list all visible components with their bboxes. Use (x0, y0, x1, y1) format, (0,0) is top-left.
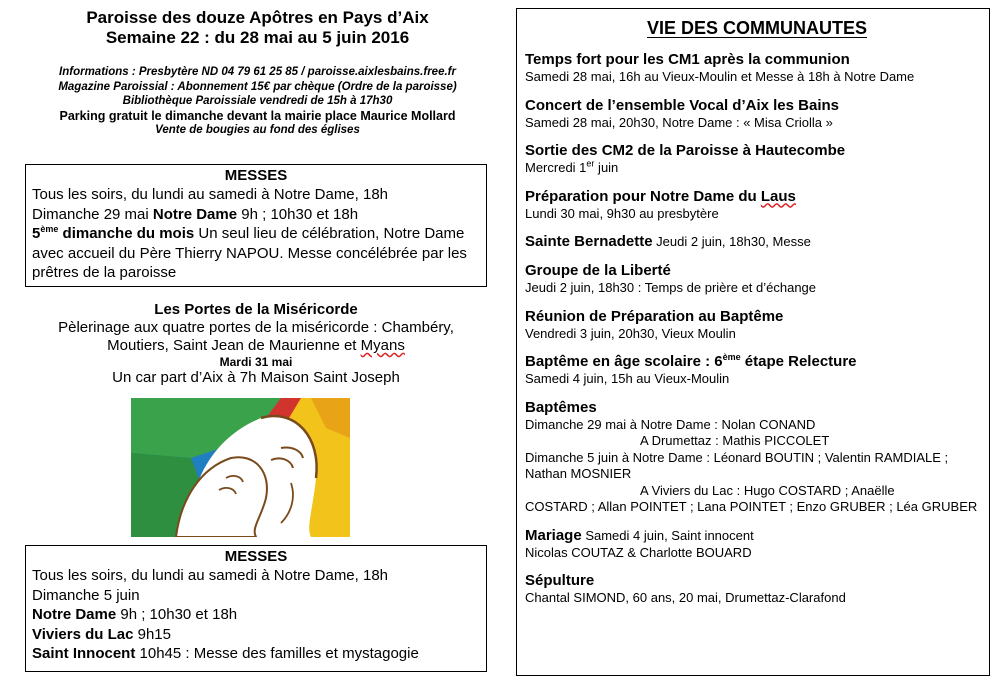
messes2-line2: Dimanche 5 juin (32, 586, 140, 604)
messes2-line1: Tous les soirs, du lundi au samedi à Notre Dame, 18h (32, 567, 389, 584)
event-text: Samedi 4 juin, 15h au Vieux-Moulin (525, 371, 730, 386)
messes2-line5 (32, 644, 480, 664)
event-cm2 (525, 142, 989, 177)
event-title: Concert de l’ensemble Vocal d’Aix les Bains (525, 96, 839, 114)
event-title-sup: ème (722, 352, 741, 362)
event-title-a: Baptême en âge scolaire : 6 (525, 353, 723, 370)
event-title (525, 188, 989, 206)
messes1-line2-a: Dimanche 29 mai (32, 205, 153, 223)
messes1-line1: Tous les soirs, du lundi au samedi à Notre Dame, 18h (32, 186, 389, 203)
baptemes-line: A Viviers du Lac : Hugo COSTARD ; Anaëlle (640, 482, 895, 498)
info-bougies: Vente de bougies au fond des églises (155, 124, 360, 136)
messes1-line2 (32, 205, 480, 225)
event-title: Sépulture (525, 572, 595, 589)
baptemes-line: Dimanche 29 mai à Notre Dame : Nolan CONAND (525, 416, 816, 432)
messes2-line5-b: Saint Innocent (32, 645, 136, 662)
portes-misericorde (25, 300, 487, 387)
vie-title: VIE DES COMMUNAUTES (646, 18, 868, 38)
portes-line2-b: Myans (360, 337, 405, 354)
event-title: Réunion de Préparation au Baptême (525, 307, 784, 325)
event-title (525, 527, 989, 545)
event-title-a: Préparation pour Notre Dame du (525, 187, 761, 205)
event-liberte (525, 262, 989, 297)
portes-line2 (25, 337, 487, 355)
event-laus (525, 188, 989, 223)
event-bernadette (525, 233, 989, 251)
event-inline-text: Jeudi 2 juin, 18h30, Messe (652, 234, 811, 249)
event-text: Vendredi 3 juin, 20h30, Vieux Moulin (525, 325, 736, 341)
event-title: Sortie des CM2 de la Paroisse à Hautecombe (525, 142, 846, 159)
messes1-line3 (32, 224, 480, 283)
event-mariage (525, 527, 989, 562)
event-text (525, 160, 989, 177)
event-baptemes (525, 399, 989, 516)
portes-line2-a: Moutiers, Saint Jean de Maurienne et (107, 337, 361, 354)
portes-date: Mardi 31 mai (219, 355, 293, 369)
messes2-line5-r: 10h45 : Messe des familles et mystagogie (135, 645, 419, 662)
portes-line1: Pèlerinage aux quatre portes de la miséricorde : Chambéry, (58, 319, 454, 336)
event-text: Samedi 28 mai, 16h au Vieux-Moulin et Messe à 18h à Notre Dame (525, 69, 915, 84)
info-presbytere: Informations : Presbytère ND 04 79 61 25 85 / paroisse.aixlesbains.free.fr (59, 66, 456, 78)
vie-des-communautes-box (516, 8, 990, 676)
messes1-line2-c: 9h ; 10h30 et 18h (237, 205, 359, 223)
event-text: Samedi 28 mai, 20h30, Notre Dame : « Misa Criolla » (525, 114, 833, 130)
portes-title: Les Portes de la Miséricorde (154, 301, 358, 318)
messes1-ordinal: 5 (32, 225, 41, 242)
messes2-line4 (32, 625, 480, 645)
info-block (20, 65, 495, 138)
event-title-b: Laus (760, 187, 796, 205)
event-concert (525, 97, 989, 132)
messes2-line3-b: Notre Dame (32, 606, 117, 623)
event-text-sup: er (586, 158, 595, 169)
baptemes-line: COSTARD ; Allan POINTET ; Lana POINTET ; Enzo GRUBER ; Léa GRUBER (525, 499, 978, 514)
messes1-line2-b: Notre Dame (152, 205, 238, 223)
event-text: Nicolas COUTAZ & Charlotte BOUARD (525, 544, 752, 560)
week-title: Semaine 22 : du 28 mai au 5 juin 2016 (105, 28, 410, 47)
event-title-b: étape Relecture (740, 353, 857, 370)
messes2-line4-r: 9h15 (133, 625, 171, 643)
portes-line3: Un car part d’Aix à 7h Maison Saint Joseph (112, 369, 400, 386)
event-title (525, 353, 989, 371)
event-cm1 (525, 51, 989, 86)
messes2-line3 (32, 605, 480, 625)
messes2-line3-r: 9h ; 10h30 et 18h (116, 606, 238, 623)
event-text: Chantal SIMOND, 60 ans, 20 mai, Drumettaz-Clarafond (525, 590, 846, 605)
baptemes-line: A Drumettaz : Mathis PICCOLET (640, 433, 830, 448)
event-title-bold: Mariage (525, 526, 582, 544)
messes-box-2 (25, 545, 487, 672)
event-title: Baptêmes (525, 398, 597, 416)
event-text-b: juin (594, 160, 619, 175)
messes-title-2: MESSES (224, 548, 288, 565)
event-bapteme-scolaire (525, 353, 989, 388)
event-text: Lundi 30 mai, 9h30 au presbytère (525, 205, 719, 221)
info-magazine: Magazine Paroissial : Abonnement 15€ par chèque (Ordre de la paroisse) (58, 80, 457, 93)
event-preparation-bapteme (525, 308, 989, 343)
event-title: Temps fort pour les CM1 après la communion (525, 51, 850, 68)
messes1-line3-rest: Un seul lieu de célébration, Notre Dame avec accueil du Père Thierry NAPOU. Messe concélébrée par les prêtres de la paroisse (32, 225, 467, 281)
event-inline-text: Samedi 4 juin, Saint innocent (581, 527, 754, 543)
parish-title: Paroisse des douze Apôtres en Pays d’Aix (86, 8, 429, 27)
messes-title-1: MESSES (224, 167, 288, 184)
event-text-a: Mercredi 1 (525, 160, 587, 175)
jubilee-mercy-logo (131, 398, 350, 537)
event-title: Groupe de la Liberté (525, 262, 671, 279)
event-sepulture (525, 572, 989, 607)
messes2-line4-b: Viviers du Lac (32, 625, 134, 643)
event-text: Jeudi 2 juin, 18h30 : Temps de prière et d’échange (525, 280, 817, 295)
event-title (525, 233, 989, 251)
info-bibliotheque: Bibliothèque Paroissiale vendredi de 15h à 17h30 (122, 95, 393, 107)
messes1-ordinal-sup: ème (40, 224, 59, 234)
info-parking: Parking gratuit le dimanche devant la mairie place Maurice Mollard (59, 108, 456, 123)
messes-box-1 (25, 164, 487, 287)
baptemes-line: Dimanche 5 juin à Notre Dame : Léonard BOUTIN ; Valentin RAMDIALE ; Nathan MOSNIER (525, 449, 949, 481)
event-title-bold: Sainte Bernadette (525, 233, 653, 250)
left-column (20, 8, 495, 138)
messes1-line3-bold: dimanche du mois (58, 225, 195, 242)
